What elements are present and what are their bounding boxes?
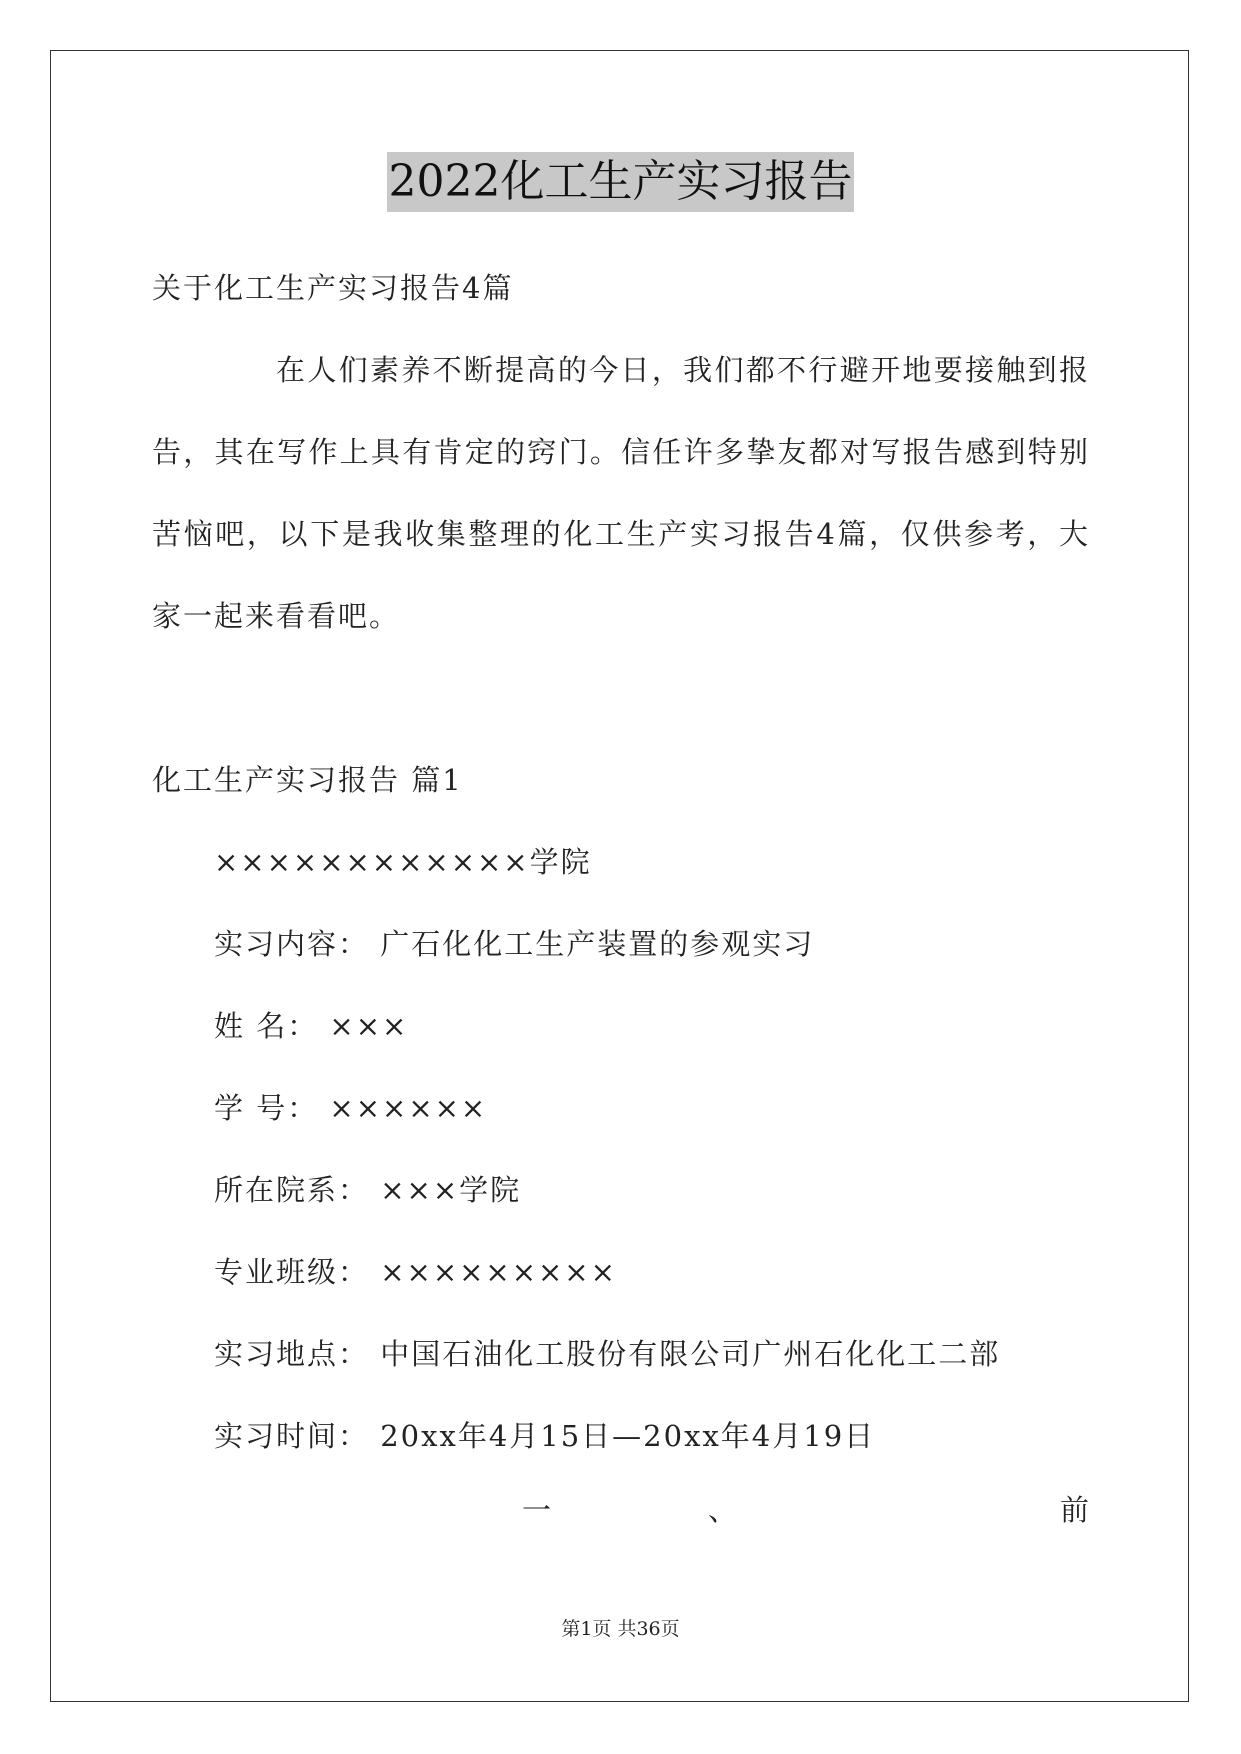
field-department: 所在院系： ×××学院 xyxy=(214,1173,522,1207)
heading-char-comma: 、 xyxy=(708,1493,738,1527)
heading-char-one: 一 xyxy=(522,1493,552,1527)
field-location: 实习地点： 中国石油化工股份有限公司广州石化化工二部 xyxy=(214,1337,1001,1371)
field-student-id: 学 号： ×××××× xyxy=(214,1091,488,1125)
document-title: 2022化工生产实习报告 xyxy=(387,152,855,212)
field-name: 姓 名： ××× xyxy=(214,1009,409,1043)
intro-line-4: 家一起来看看吧。 xyxy=(152,599,401,633)
field-college: ××××××××××××学院 xyxy=(214,845,592,879)
intro-line-2: 告，其在写作上具有肯定的窍门。信任许多挚友都对写报告感到特别 xyxy=(152,435,1090,469)
section-heading: 化工生产实习报告 篇1 xyxy=(152,763,463,797)
intro-line-1: 在人们素养不断提高的今日，我们都不行避开地要接触到报 xyxy=(276,353,1090,387)
field-class: 专业班级： ××××××××× xyxy=(214,1255,617,1289)
title-container xyxy=(0,152,1241,212)
document-subtitle: 关于化工生产实习报告4篇 xyxy=(152,271,514,305)
field-content: 实习内容： 广石化化工生产装置的参观实习 xyxy=(214,927,815,961)
page-footer: 第1页 共36页 xyxy=(561,1618,680,1640)
field-time: 实习时间： 20xx年4月15日—20xx年4月19日 xyxy=(214,1419,876,1453)
heading-char-front: 前 xyxy=(1060,1493,1090,1527)
intro-line-3: 苦恼吧，以下是我收集整理的化工生产实习报告4篇，仅供参考，大 xyxy=(152,517,1090,551)
